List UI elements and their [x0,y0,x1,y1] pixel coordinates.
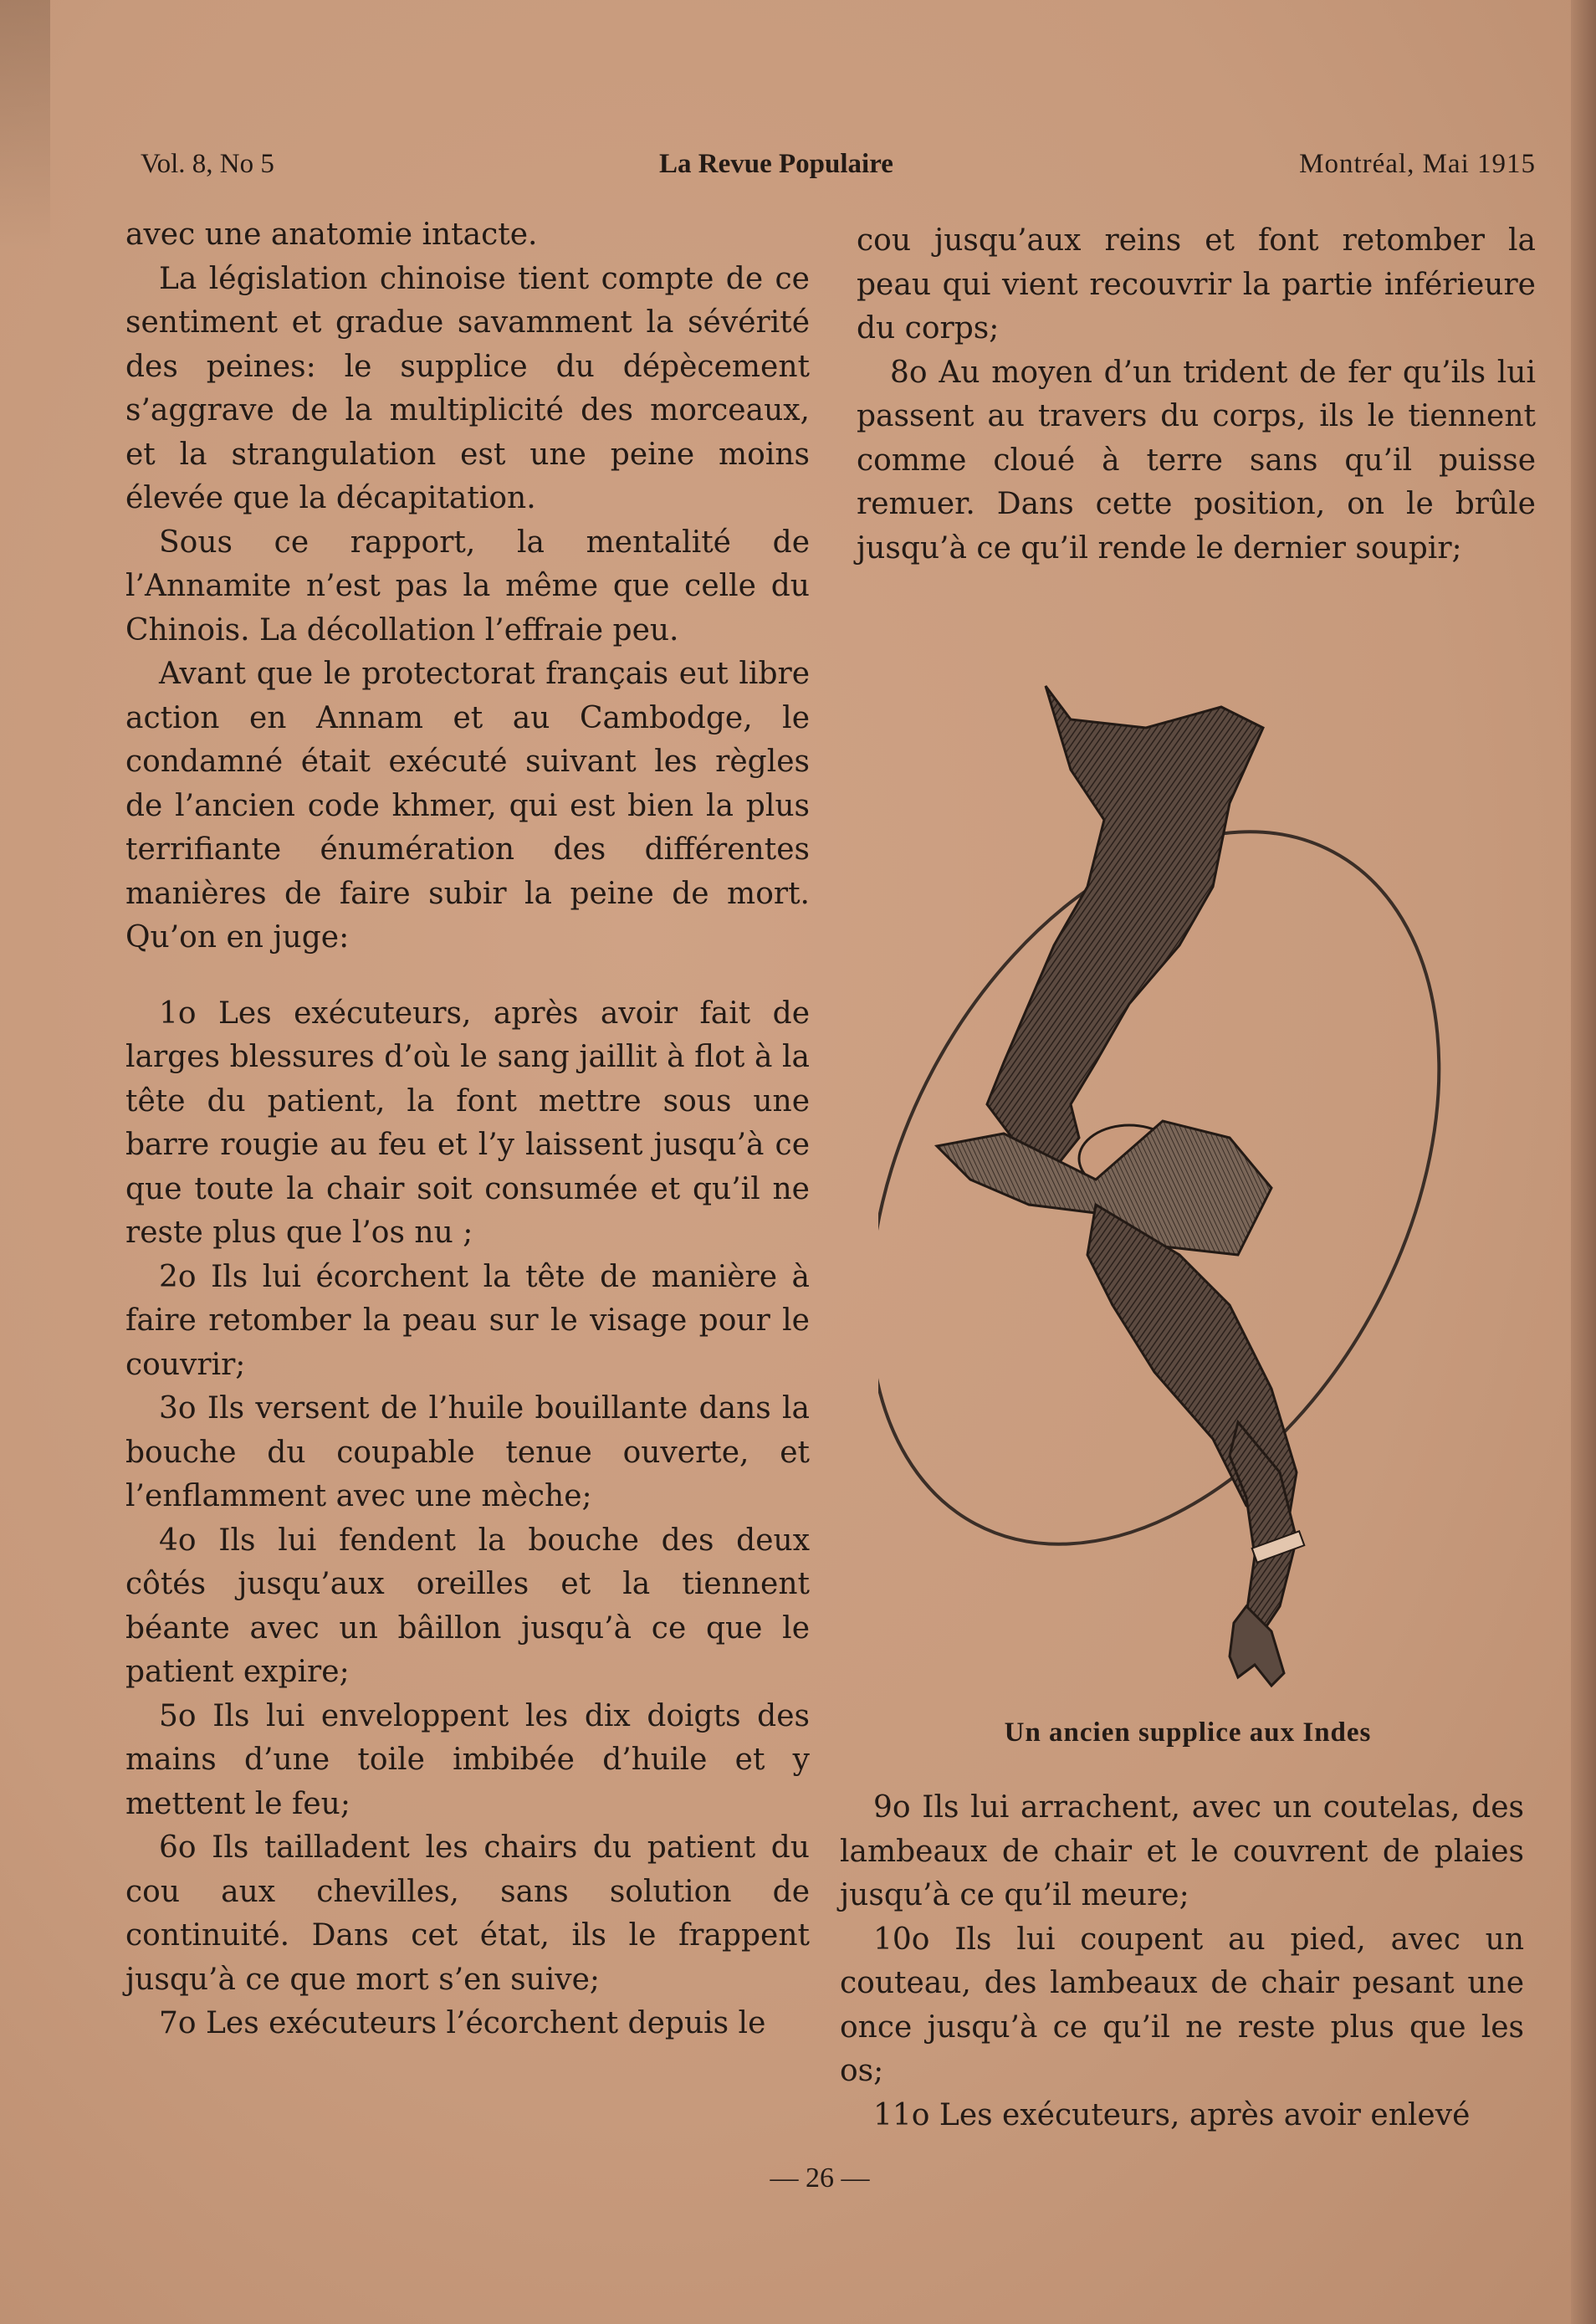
paragraph: Sous ce rapport, la mentalité de l’Annamite n’est pas la même que celle du Chinois. La décollation l’effraie peu. [125,525,810,648]
paragraph: avec une anatomie intacte. [125,218,538,252]
paragraph-gap [125,960,810,992]
list-item: 4o Ils lui fendent la bouche des deux côtés jusqu’aux oreilles et la tiennent béante avec un bâillon jusqu’à ce que le patient expire; [125,1523,810,1689]
page-number: — 26 — [770,2163,870,2193]
figure-caption: Un ancien supplice aux Indes [1004,1717,1372,1748]
illustration [878,669,1531,1698]
list-item: 5o Ils lui enveloppent les dix doigts des mains d’une toile imbibée d’huile et y mettent le feu; [125,1698,810,1821]
page-edge-shadow [1571,0,1596,2324]
list-item: 11o Les exécuteurs, après avoir enlevé [873,2097,1471,2132]
hanging-figure-engraving [878,669,1531,1698]
running-header [141,149,1536,191]
list-item: 6o Ils tailladent les chairs du patient du cou aux chevilles, sans solution de continuité. Dans cet état, ils le frappent jusqu’à ce que mort s’en suive; [125,1830,810,1997]
issue-date: Montréal, Mai 1915 [1299,149,1536,179]
list-item: 1o Les exécuteurs, après avoir fait de larges blessures d’où le sang jaillit à flot à la tête du patient, la font mettre sous une barre rougie au feu et l’y laissent jusqu’à ce que toute la chair soit consumée et qu’il ne reste plus que l’os nu ; [125,996,810,1250]
list-item: 7o Les exécuteurs l’écorchent depuis le [159,2006,766,2040]
list-item: 9o Ils lui arrachent, avec un coutelas, des lambeaux de chair et le couvrent de plaies jusqu’à ce qu’il meure; [840,1790,1524,1912]
list-item: 8o Au moyen d’un trident de fer qu’ils lui passent au travers du corps, ils le tiennent comme cloué à terre sans qu’il puisse remuer. Dans cette position, on le brûle jusqu’à ce qu’il rende le dernier soupir; [857,355,1536,566]
page-stain [0,0,50,251]
paragraph: La législation chinoise tient compte de ce sentiment et gradue savamment la sévérité des peines: le supplice du dépècement s’aggrave de la multiplicité des morceaux, et la strangulation est une peine moins élevée que la décapitation. [125,261,810,515]
paragraph: Avant que le protectorat français eut libre action en Annam et au Cambodge, le condamné était exécuté suivant les règles de l’ancien code khmer, qui est bien la plus terrifiante énumération des différentes manières de faire subir la peine de mort. Qu’on en juge: [125,657,810,955]
right-column-top [857,219,1536,571]
publication-title: La Revue Populaire [659,149,893,179]
paragraph: cou jusqu’aux reins et font retomber la peau qui vient recouvrir la partie inférieure du corps; [857,223,1536,346]
left-column [125,213,810,2046]
list-item: 2o Ils lui écorchent la tête de manière à faire retomber la peau sur le visage pour le couvrir; [125,1259,810,1382]
list-item: 3o Ils versent de l’huile bouillante dans la bouche du coupable tenue ouverte, et l’enflamment avec une mèche; [125,1391,810,1513]
volume-label: Vol. 8, No 5 [141,149,274,179]
right-column-bottom [840,1786,1524,2137]
list-item: 10o Ils lui coupent au pied, avec un couteau, des lambeaux de chair pesant une once jusqu’à ce qu’il ne reste plus que les os; [840,1922,1524,2088]
